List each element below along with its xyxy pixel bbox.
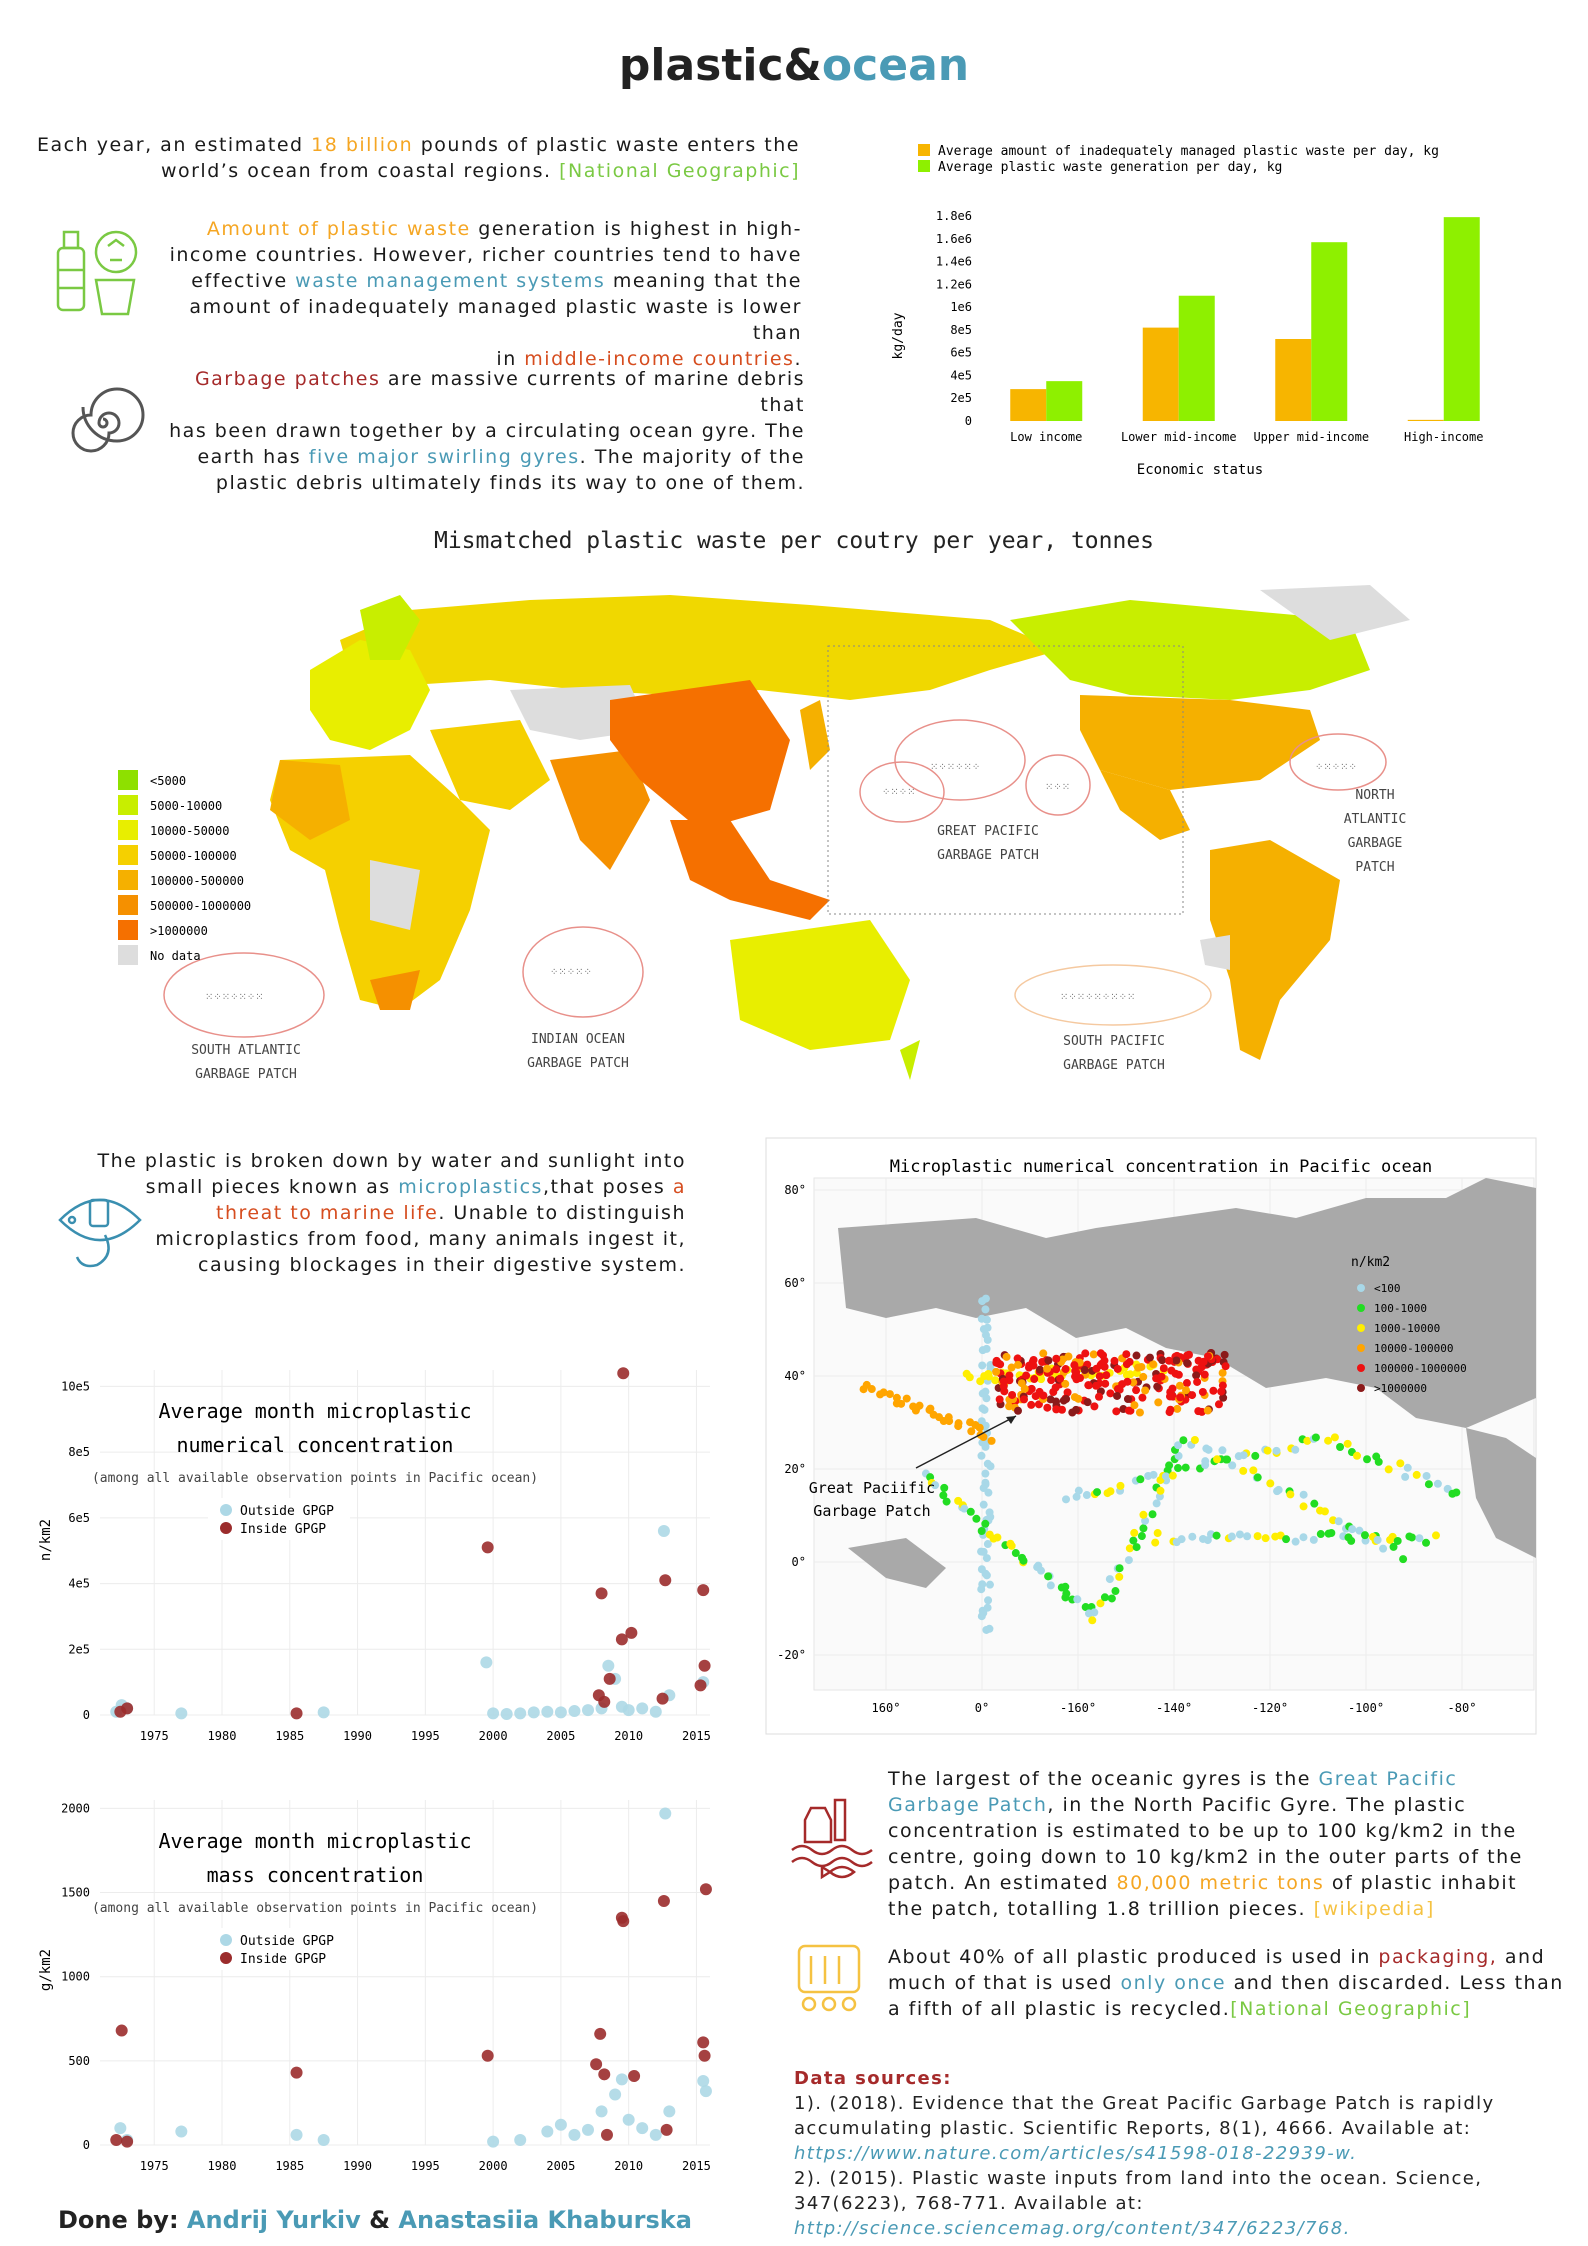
point-outside-gpgp xyxy=(596,2105,608,2117)
scatter-x-tick: 1990 xyxy=(343,2159,373,2173)
point-inside-gpgp xyxy=(121,1702,133,1714)
scatter-y-label: g/km2 xyxy=(38,1948,54,1992)
pacific-legend-dot xyxy=(1357,1344,1365,1352)
pacific-y-tick: 0° xyxy=(791,1555,806,1569)
scatter-subtitle: (among all available observation points in Pacific ocean) xyxy=(91,1471,539,1486)
scatter-y-tick: 1500 xyxy=(61,1885,90,1900)
io-label-1: INDIAN OCEAN xyxy=(531,1032,625,1047)
recycle-bottle-icon xyxy=(54,226,144,318)
legend-label-generation: Average plastic waste generation per day, kg xyxy=(938,160,1283,175)
legend-swatch-inadequate xyxy=(918,144,930,156)
point-outside-gpgp xyxy=(582,2124,594,2136)
map-legend-label: 10000-50000 xyxy=(150,824,230,838)
pacific-x-tick: 0° xyxy=(974,1701,990,1715)
scatter-title-1: Average month microplastic xyxy=(158,1829,472,1853)
scatter-x-tick: 2005 xyxy=(546,2159,576,2173)
point-outside-gpgp xyxy=(650,2129,662,2141)
scatter-y-tick: 0 xyxy=(82,2138,90,2152)
packaging-text: About 40% of all plastic produced is used in packaging, and much of that is used only once and then discarded. Less than a fifth of all plastic is recycled.[National Geographic] xyxy=(888,1946,1564,2020)
map-legend-label: <5000 xyxy=(150,774,187,788)
intro-text: Each year, an estimated 18 billion pounds of plastic waste enters the world’s ocean from coastal regions. [National Geographic] xyxy=(37,134,800,182)
ocean-plastic-icon xyxy=(790,1790,870,1880)
map-australia xyxy=(730,920,910,1050)
gpgp-annotation-1: Great Paciific xyxy=(808,1479,936,1497)
svg-text:⁘⁙⁘⁙⁘: ⁘⁙⁘⁙⁘ xyxy=(550,967,592,978)
point-inside-gpgp xyxy=(697,2036,709,2048)
pacific-y-tick: -20° xyxy=(777,1648,806,1662)
bar-generation xyxy=(1046,381,1082,421)
point-outside-gpgp xyxy=(636,1702,648,1714)
bar-y-tick: 1.8e6 xyxy=(935,209,972,223)
credits: Done by: Andrij Yurkiv & Anastasiia Khaburska xyxy=(58,2206,692,2234)
point-outside-gpgp xyxy=(291,2129,303,2141)
scatter-x-tick: 2010 xyxy=(614,1729,644,1743)
sp-label-2: GARBAGE PATCH xyxy=(1063,1058,1165,1073)
map-japan xyxy=(800,700,830,770)
svg-text:⁙⁘⁙: ⁙⁘⁙ xyxy=(1045,782,1071,793)
scatter-x-tick: 2015 xyxy=(681,2159,711,2173)
point-outside-gpgp xyxy=(514,2134,526,2146)
point-inside-gpgp xyxy=(116,2025,128,2037)
point-outside-gpgp xyxy=(528,1706,540,1718)
legend-dot-outside xyxy=(220,1934,232,1946)
legend-dot-outside xyxy=(220,1504,232,1516)
source-link-1[interactable]: https://www.nature.com/articles/s41598-018-22939-w. xyxy=(794,2143,1358,2164)
pacific-x-tick: 160° xyxy=(871,1701,901,1715)
point-outside-gpgp xyxy=(175,2126,187,2138)
point-inside-gpgp xyxy=(658,1895,670,1907)
point-inside-gpgp xyxy=(110,2134,122,2146)
gpgp-text: The largest of the oceanic gyres is the Great Pacific Garbage Patch, in the North Pacific Gyre. The plastic concentration is estimated to be up to 100 kg/km2 in the centre, going down to 10 kg/km2 in the outer parts of the patch. An estimated 80,000 metric tons of plastic inhabit the patch, totalling 1.8 trillion pieces. [wikipedia] xyxy=(888,1768,1523,1920)
pacific-legend-label: 1000-10000 xyxy=(1374,1322,1441,1335)
scatter-x-tick: 1975 xyxy=(139,2159,169,2173)
scatter-x-tick: 1985 xyxy=(275,1729,305,1743)
point-outside-gpgp xyxy=(555,2119,567,2131)
point-outside-gpgp xyxy=(480,1656,492,1668)
bar-y-tick: 6e5 xyxy=(950,345,972,360)
map-legend-label: No data xyxy=(150,949,201,963)
legend-swatch-generation xyxy=(918,160,930,172)
point-outside-gpgp xyxy=(659,1807,671,1819)
point-outside-gpgp xyxy=(514,1707,526,1719)
svg-text:⁘⁙⁘⁙: ⁘⁙⁘⁙ xyxy=(882,787,916,798)
map-legend xyxy=(118,768,288,968)
pacific-legend-label: 100-1000 xyxy=(1374,1302,1427,1315)
point-outside-gpgp xyxy=(487,1707,499,1719)
map-russia xyxy=(340,595,1060,700)
income-bar-chart xyxy=(890,136,1530,486)
scatter-y-tick: 10e5 xyxy=(61,1379,90,1394)
bar-y-tick: 1.4e6 xyxy=(935,254,972,269)
income-text: Amount of plastic waste generation is highest in high- income countries. However, richer countries tend to have effective waste management systems meaning that the amount of inadequately managed plastic waste is lower than in middle-income countries. xyxy=(169,218,802,370)
bar-category-label: Low income xyxy=(1010,430,1083,444)
bar-inadequate xyxy=(1275,339,1311,421)
scatter-x-tick: 1980 xyxy=(207,1729,237,1743)
svg-text:⁙⁘⁙⁘⁙⁘⁙⁘⁙: ⁙⁘⁙⁘⁙⁘⁙⁘⁙ xyxy=(1060,992,1136,1003)
point-outside-gpgp xyxy=(697,2075,709,2087)
point-inside-gpgp xyxy=(657,1693,669,1705)
packaging-icon xyxy=(795,1942,865,2022)
bar-y-tick: 4e5 xyxy=(950,368,972,383)
scatter-title-2: mass concentration xyxy=(206,1863,424,1887)
point-inside-gpgp xyxy=(598,1696,610,1708)
scatter-x-tick: 1995 xyxy=(410,2159,440,2173)
pacific-x-tick: -100° xyxy=(1347,1701,1385,1715)
map-legend-swatch xyxy=(118,870,138,890)
world-plastic-map xyxy=(110,580,1480,1080)
scatter-x-tick: 1980 xyxy=(207,2159,237,2173)
point-outside-gpgp xyxy=(623,2114,635,2126)
point-inside-gpgp xyxy=(699,1660,711,1672)
sa-label-1: SOUTH ATLANTIC xyxy=(191,1043,301,1058)
scatter-x-tick: 1975 xyxy=(139,1729,169,1743)
point-outside-gpgp xyxy=(487,2136,499,2148)
bar-inadequate xyxy=(1408,420,1444,421)
source-link-2[interactable]: http://science.sciencemag.org/content/347/6223/768. xyxy=(794,2218,1351,2239)
bar-x-axis-label: Economic status xyxy=(1136,462,1264,478)
point-outside-gpgp xyxy=(636,2122,648,2134)
pacific-y-tick: 60° xyxy=(784,1276,806,1290)
pacific-x-tick: -140° xyxy=(1155,1701,1193,1715)
legend-label-outside: Outside GPGP xyxy=(240,1504,334,1519)
bar-inadequate xyxy=(1143,328,1179,421)
scatter-y-tick: 4e5 xyxy=(68,1576,90,1591)
map-legend-swatch xyxy=(118,820,138,840)
microplastic-text: The plastic is broken down by water and sunlight into small pieces known as microplastics,that poses a threat to marine life. Unable to distinguish microplastics from food, many animals ingest it, causing blockages in their digestive system. xyxy=(97,1150,686,1276)
scatter-y-tick: 500 xyxy=(68,2053,90,2068)
scatter-y-tick: 8e5 xyxy=(68,1445,90,1460)
map-legend-swatch xyxy=(118,895,138,915)
point-outside-gpgp xyxy=(568,1705,580,1717)
scatter-x-tick: 2015 xyxy=(681,1729,711,1743)
point-outside-gpgp xyxy=(568,2129,580,2141)
point-outside-gpgp xyxy=(616,2073,628,2085)
bar-generation xyxy=(1179,296,1215,421)
svg-text:⁙⁘⁙⁘⁙⁘⁙: ⁙⁘⁙⁘⁙⁘⁙ xyxy=(205,992,264,1003)
point-outside-gpgp xyxy=(541,2126,553,2138)
map-legend-label: 50000-100000 xyxy=(150,849,237,863)
na-label-1: NORTH xyxy=(1355,788,1395,803)
point-inside-gpgp xyxy=(482,1541,494,1553)
bar-generation xyxy=(1444,217,1480,421)
map-legend-swatch xyxy=(118,795,138,815)
point-inside-gpgp xyxy=(617,1367,629,1379)
bar-y-tick: 1e6 xyxy=(950,300,972,315)
scatter-y-tick: 1000 xyxy=(61,1969,90,1984)
pacific-y-tick: 40° xyxy=(784,1369,806,1383)
point-inside-gpgp xyxy=(291,2067,303,2079)
page-title xyxy=(0,40,1588,91)
scatter-x-tick: 1995 xyxy=(410,1729,440,1743)
point-inside-gpgp xyxy=(697,1584,709,1596)
point-outside-gpgp xyxy=(501,1708,513,1720)
point-inside-gpgp xyxy=(482,2050,494,2062)
pacific-legend-label: 10000-100000 xyxy=(1374,1342,1454,1355)
title-plastic: plastic& xyxy=(618,40,822,91)
spiral-gyre-icon xyxy=(58,378,148,468)
point-inside-gpgp xyxy=(121,2136,133,2148)
point-inside-gpgp xyxy=(291,1707,303,1719)
point-outside-gpgp xyxy=(650,1706,662,1718)
scatter-x-tick: 2005 xyxy=(546,1729,576,1743)
na-label-2: ATLANTIC xyxy=(1343,812,1407,827)
svg-text:⁘⁙⁘⁙⁘: ⁘⁙⁘⁙⁘ xyxy=(1315,762,1357,773)
na-label-4: PATCH xyxy=(1355,860,1395,875)
bar-generation xyxy=(1311,242,1347,421)
map-south-america-nodata xyxy=(1200,935,1230,970)
map-new-zealand xyxy=(900,1040,920,1080)
map-legend-swatch xyxy=(118,920,138,940)
scatter-y-tick: 2000 xyxy=(61,1801,90,1816)
gpgp-annotation-2: Garbage Patch xyxy=(813,1502,931,1520)
bar-inadequate xyxy=(1010,389,1046,421)
point-inside-gpgp xyxy=(659,1574,671,1586)
bar-y-tick: 1.6e6 xyxy=(935,231,972,246)
point-outside-gpgp xyxy=(663,2105,675,2117)
pacific-legend-dot xyxy=(1357,1284,1365,1292)
title-ocean: ocean xyxy=(821,40,970,91)
pacific-legend-label: >1000000 xyxy=(1374,1382,1427,1395)
scatter-x-tick: 2010 xyxy=(614,2159,644,2173)
map-title: Mismatched plastic waste per coutry per year, tonnes xyxy=(433,528,1155,554)
point-inside-gpgp xyxy=(695,1679,707,1691)
point-inside-gpgp xyxy=(699,2050,711,2062)
point-outside-gpgp xyxy=(318,2134,330,2146)
map-se-asia xyxy=(670,820,830,920)
scatter-y-tick: 6e5 xyxy=(68,1510,90,1525)
legend-label-outside: Outside GPGP xyxy=(240,1934,334,1949)
pacific-x-tick: -120° xyxy=(1251,1701,1289,1715)
na-label-3: GARBAGE xyxy=(1347,836,1403,851)
point-outside-gpgp xyxy=(318,1706,330,1718)
bar-y-tick: 2e5 xyxy=(950,391,972,406)
point-outside-gpgp xyxy=(623,1704,635,1716)
point-inside-gpgp xyxy=(625,1627,637,1639)
legend-label-inside: Inside GPGP xyxy=(240,1522,327,1537)
pacific-concentration-map xyxy=(766,1138,1536,1734)
point-outside-gpgp xyxy=(602,1660,614,1672)
sp-label-1: SOUTH PACIFIC xyxy=(1063,1034,1165,1049)
svg-text:⁙⁘⁙⁘⁙⁘: ⁙⁘⁙⁘⁙⁘ xyxy=(930,762,981,773)
pacific-x-tick: -80° xyxy=(1447,1701,1477,1715)
scatter-x-tick: 2000 xyxy=(478,1729,508,1743)
map-legend-swatch xyxy=(118,845,138,865)
bar-y-axis-label: kg/day xyxy=(891,312,906,360)
map-legend-label: >1000000 xyxy=(150,924,208,938)
pacific-x-tick: -160° xyxy=(1059,1701,1097,1715)
pacific-map-title: Microplastic numerical concentration in Pacific ocean xyxy=(889,1157,1433,1177)
bar-category-label: Lower mid-income xyxy=(1120,430,1237,444)
data-sources: Data sources: 1). (2018). Evidence that the Great Pacific Garbage Patch is rapidly accumulating plastic. Scientific Reports, 8(1), 4666. Available at: https://www.nature.com/articles/s41598-018-22939-w. 2). (2015). Plastic waste inputs from land into the ocean. Science, 347(6223), 768-771. Available at: http://science.sciencemag.org/content/347/6223/768. xyxy=(794,2066,1574,2241)
scatter-numerical xyxy=(40,1350,720,1750)
legend-dot-inside xyxy=(220,1952,232,1964)
point-outside-gpgp xyxy=(114,2122,126,2134)
point-outside-gpgp xyxy=(582,1704,594,1716)
point-inside-gpgp xyxy=(601,2129,613,2141)
point-inside-gpgp xyxy=(598,2068,610,2080)
point-inside-gpgp xyxy=(700,1883,712,1895)
scatter-mass xyxy=(40,1780,720,2180)
pacific-legend-dot xyxy=(1357,1304,1365,1312)
point-inside-gpgp xyxy=(628,2070,640,2082)
map-legend-label: 5000-10000 xyxy=(150,799,223,813)
point-outside-gpgp xyxy=(609,2089,621,2101)
scatter-title-2: numerical concentration xyxy=(176,1433,454,1457)
bar-category-label: High-income xyxy=(1404,430,1484,444)
pacific-legend-dot xyxy=(1357,1364,1365,1372)
point-inside-gpgp xyxy=(590,2058,602,2070)
point-inside-gpgp xyxy=(604,1673,616,1685)
legend-label-inadequate: Average amount of inadequately managed plastic waste per day, kg xyxy=(938,144,1439,159)
pacific-legend-label: <100 xyxy=(1374,1282,1401,1295)
legend-label-inside: Inside GPGP xyxy=(240,1952,327,1967)
bar-y-tick: 0 xyxy=(964,414,972,428)
sa-label-2: GARBAGE PATCH xyxy=(195,1067,297,1082)
point-inside-gpgp xyxy=(596,1587,608,1599)
bar-category-label: Upper mid-income xyxy=(1253,430,1370,444)
point-inside-gpgp xyxy=(617,1915,629,1927)
point-outside-gpgp xyxy=(555,1706,567,1718)
point-inside-gpgp xyxy=(594,2028,606,2040)
scatter-subtitle: (among all available observation points in Pacific ocean) xyxy=(91,1901,539,1916)
map-legend-label: 100000-500000 xyxy=(150,874,244,888)
scatter-x-tick: 2000 xyxy=(478,2159,508,2173)
bar-y-tick: 8e5 xyxy=(950,322,972,337)
gpgp-label-2: GARBAGE PATCH xyxy=(937,848,1039,863)
scatter-x-tick: 1985 xyxy=(275,2159,305,2173)
scatter-y-tick: 2e5 xyxy=(68,1642,90,1657)
patch-text: Garbage patches are massive currents of marine debris that has been drawn together by a circulating ocean gyre. The earth has five major swirling gyres. The majority of the plastic debris ultimately finds its way to one of them. xyxy=(169,368,805,494)
point-outside-gpgp xyxy=(658,1525,670,1537)
pacific-legend-title: n/km2 xyxy=(1351,1255,1391,1270)
gpgp-label-1: GREAT PACIFIC xyxy=(937,824,1039,839)
map-legend-swatch xyxy=(118,770,138,790)
scatter-y-tick: 0 xyxy=(82,1708,90,1722)
pacific-legend-label: 100000-1000000 xyxy=(1374,1362,1467,1375)
io-label-2: GARBAGE PATCH xyxy=(527,1056,629,1071)
map-legend-label: 500000-1000000 xyxy=(150,899,252,913)
point-outside-gpgp xyxy=(175,1707,187,1719)
pacific-y-tick: 80° xyxy=(784,1183,806,1197)
pacific-y-tick: 20° xyxy=(784,1462,806,1476)
pacific-legend-dot xyxy=(1357,1324,1365,1332)
scatter-x-tick: 1990 xyxy=(343,1729,373,1743)
point-outside-gpgp xyxy=(541,1706,553,1718)
map-legend-swatch xyxy=(118,945,138,965)
scatter-y-label: n/km2 xyxy=(38,1518,54,1562)
bar-y-tick: 1.2e6 xyxy=(935,277,972,292)
legend-dot-inside xyxy=(220,1522,232,1534)
scatter-title-1: Average month microplastic xyxy=(158,1399,472,1423)
pacific-legend-dot xyxy=(1357,1384,1365,1392)
point-outside-gpgp xyxy=(700,2085,712,2097)
point-inside-gpgp xyxy=(661,2124,673,2136)
